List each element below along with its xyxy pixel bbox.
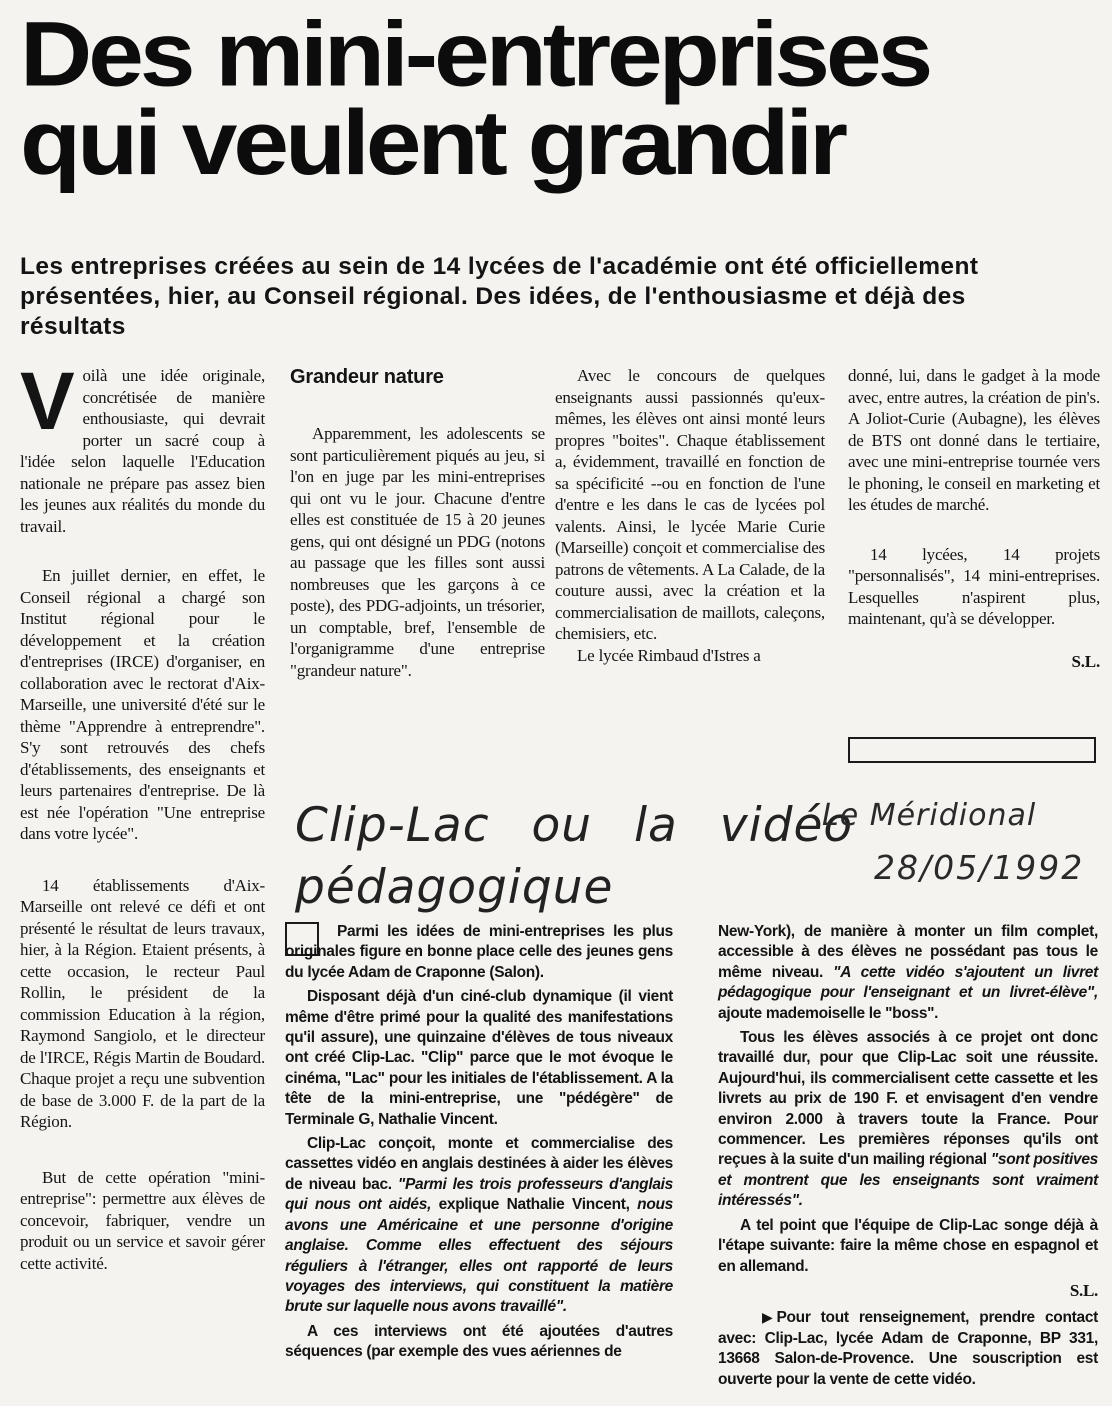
sidebar-paragraph: Disposant déjà d'un ciné-club dynamique (il vient même d'être primé pour la qualité des manifestations qu'il assure), une quinzaine d'élèves de tous niveaux ont créé Clip-Lac. "Clip" parce que le mot évoque le cinéma, "Lac" pour les initiales de l'établissement. A la tête de la mini-entreprise, une "pédégère" de Terminale G, Nathalie Vincent. xyxy=(285,988,673,1128)
sidebar-column-a xyxy=(285,922,673,1367)
sidebar-paragraph: Clip-Lac conçoit, monte et commercialise des cassettes vidéo en anglais destinées à aider les élèves de niveau bac. "Parmi les trois professeurs d'anglais qui nous ont aidés, explique Nathalie Vincent, nous avons une Américaine et une personne d'origine anglaise. Comme elles effectuent des séjours réguliers à l'étranger, elles ont rapporté de leurs voyages des interviews, qui constituent la matière brute sur laquelle nous avons travaillé". xyxy=(285,1135,673,1316)
article-paragraph: En juillet dernier, en effet, le Conseil régional a chargé son Institut régional pour le développement et la création d'entreprises (IRCE) d'organiser, en collaboration avec le rectorat d'Aix-Marseille, une université d'été sur le thème "Apprendre à entreprendre". S'y sont retrouvés des chefs d'établissements, des enseignants et leurs partenaires d'entreprise. De là est née l'opération "Une entreprise dans votre lycée". xyxy=(20,566,265,843)
sidebar-signature: S.L. xyxy=(1069,1280,1098,1300)
article-paragraph: Avec le concours de quelques enseignants aussi passionnés qu'eux-mêmes, les élèves ont ainsi monté leurs propres "boites". Chaque établissement a, évidemment, travaillé en fonction de sa spécificité --ou en fonction de l'une d'entre e les dans le cas de lycées pol valents. Ainsi, le lycée Marie Curie (Marseille) conçoit et commercialise des patrons de vêtements. A La Calade, de la couture aussi, avec la création et la commercialisation de maillots, caleçons, chemisiers, etc. xyxy=(555,366,825,643)
article-paragraph: But de cette opération "mini-entreprise": permettre aux élèves de concevoir, fabriquer, vendre un produit ou un service et savoir gérer cette activité. xyxy=(20,1167,265,1273)
headline xyxy=(20,2,1100,194)
sidebar-contact-paragraph: ▶ Pour tout renseignement, prendre contact avec: Clip-Lac, lycée Adam de Craponne, BP 331, 13668 Salon-de-Provence. Une souscription est ouverte pour la vente de cette vidéo. xyxy=(718,1309,1098,1388)
article-column-3 xyxy=(555,365,825,687)
article-paragraph: Le lycée Rimbaud d'Istres a xyxy=(577,645,761,665)
article-paragraph: donné, lui, dans le gadget à la mode avec, entre autres, la création de pin's. A Joliot-Curie (Aubagne), les élèves de BTS ont donné dans le tertiaire, avec une mini-entreprise tournée vers le phoning, le conseil en marketing et les études de marché. xyxy=(848,366,1100,514)
empty-box-frame xyxy=(848,737,1096,763)
handwritten-source: Le Méridional xyxy=(822,798,1037,833)
article-column-1 xyxy=(20,356,265,1295)
handwritten-annotation xyxy=(822,798,1107,898)
headline-line1: Des mini-entreprises xyxy=(20,2,930,106)
handwritten-date: 28/05/1992 xyxy=(874,848,1085,887)
sidebar-title-line1: Clip-Lac ou la vidéo xyxy=(295,798,854,853)
deck: Les entreprises créées au sein de 14 lycées de l'académie ont été officiellement présentées, hier, au Conseil régional. Des idées, de l'enthousiasme et déjà des résultats xyxy=(20,253,979,340)
sidebar-paragraph: Parmi les idées de mini-entreprises les plus originales figure en bonne place celle des jeunes gens du lycée Adam de Craponne (Salon). xyxy=(285,923,673,981)
arrow-right-icon: ▶ xyxy=(762,1309,773,1326)
sidebar-title xyxy=(295,795,855,919)
sidebar-paragraph: Tous les élèves associés à ce projet ont donc travaillé dur, pour que Clip-Lac soit une réussite. Aujourd'hui, ils commercialisent cette cassette et les livrets au prix de 190 F. et envisagent d'en vendre environ 2.000 à travers toute la France. Pour commencer. Les premières réponses qu'ils ont reçues à la suite d'un mailing régional "sont positives et montrent que les enseignants sont vraiment intéressés". xyxy=(718,1029,1098,1210)
article-column-2 xyxy=(290,365,545,702)
subhead-grandeur-nature: Grandeur nature xyxy=(290,366,444,388)
article-column-4 xyxy=(848,365,1100,672)
article-paragraph: 14 établissements d'Aix-Marseille ont relevé ce défi et ont présenté le résultat de leurs travaux, hier, à la Région. Etaient présents, à cette occasion, le recteur Paul Rollin, le président de la commission Education à la région, Raymond Sangiolo, et le directeur de l'IRCE, Régis Martin de Boudard. Chaque projet a reçu une subvention de base de 3.000 F. de la part de la Région. xyxy=(20,875,265,1131)
sidebar-paragraph: New-York), de manière à monter un film complet, accessible à des élèves ne possédant pas tous le même niveau. "A cette vidéo s'ajoutent un livret pédagogique pour l'enseignant et un livret-élève", ajoute mademoiselle le "boss". xyxy=(718,923,1098,1022)
sidebar-column-b xyxy=(718,922,1098,1394)
article-paragraph: Apparemment, les adolescents se sont particulièrement piqués au jeu, si l'on en juge par les mini-entreprises qui ont vu le jour. Chacune d'entre elles est constituée de 15 à 20 jeunes gens, qui ont désigné un PDG (notons au passage que les filles sont aussi nombreuses que les garçons à ce poste), des PDG-adjoints, un trésorier, un comptable, bref, l'ensemble de l'organigramme d'une entreprise "grandeur nature". xyxy=(290,424,545,680)
drop-cap: V xyxy=(20,356,75,447)
article-paragraph: 14 lycées, 14 projets "personnalisés", 14 mini-entreprises. Lesquelles n'aspirent plus, maintenant, qu'à se développer. xyxy=(848,544,1100,628)
article-signature: S.L. xyxy=(1071,651,1100,671)
sidebar-title-line2: pédagogique xyxy=(295,860,614,915)
sidebar-paragraph: A tel point que l'équipe de Clip-Lac songe déjà à l'étape suivante: faire la même chose en espagnol et en allemand. xyxy=(718,1216,1098,1275)
sidebar-paragraph: A ces interviews ont été ajoutées d'autres séquences (par exemple des vues aériennes de xyxy=(285,1322,673,1361)
article-paragraph: Voilà une idée originale, concrétisée de manière enthousiaste, qui devrait porter un sacré coup à l'idée selon laquelle l'Education nationale ne prépare pas assez bien les jeunes aux réalités du monde du travail. xyxy=(20,356,265,536)
headline-line2: qui veulent grandir xyxy=(20,90,845,194)
